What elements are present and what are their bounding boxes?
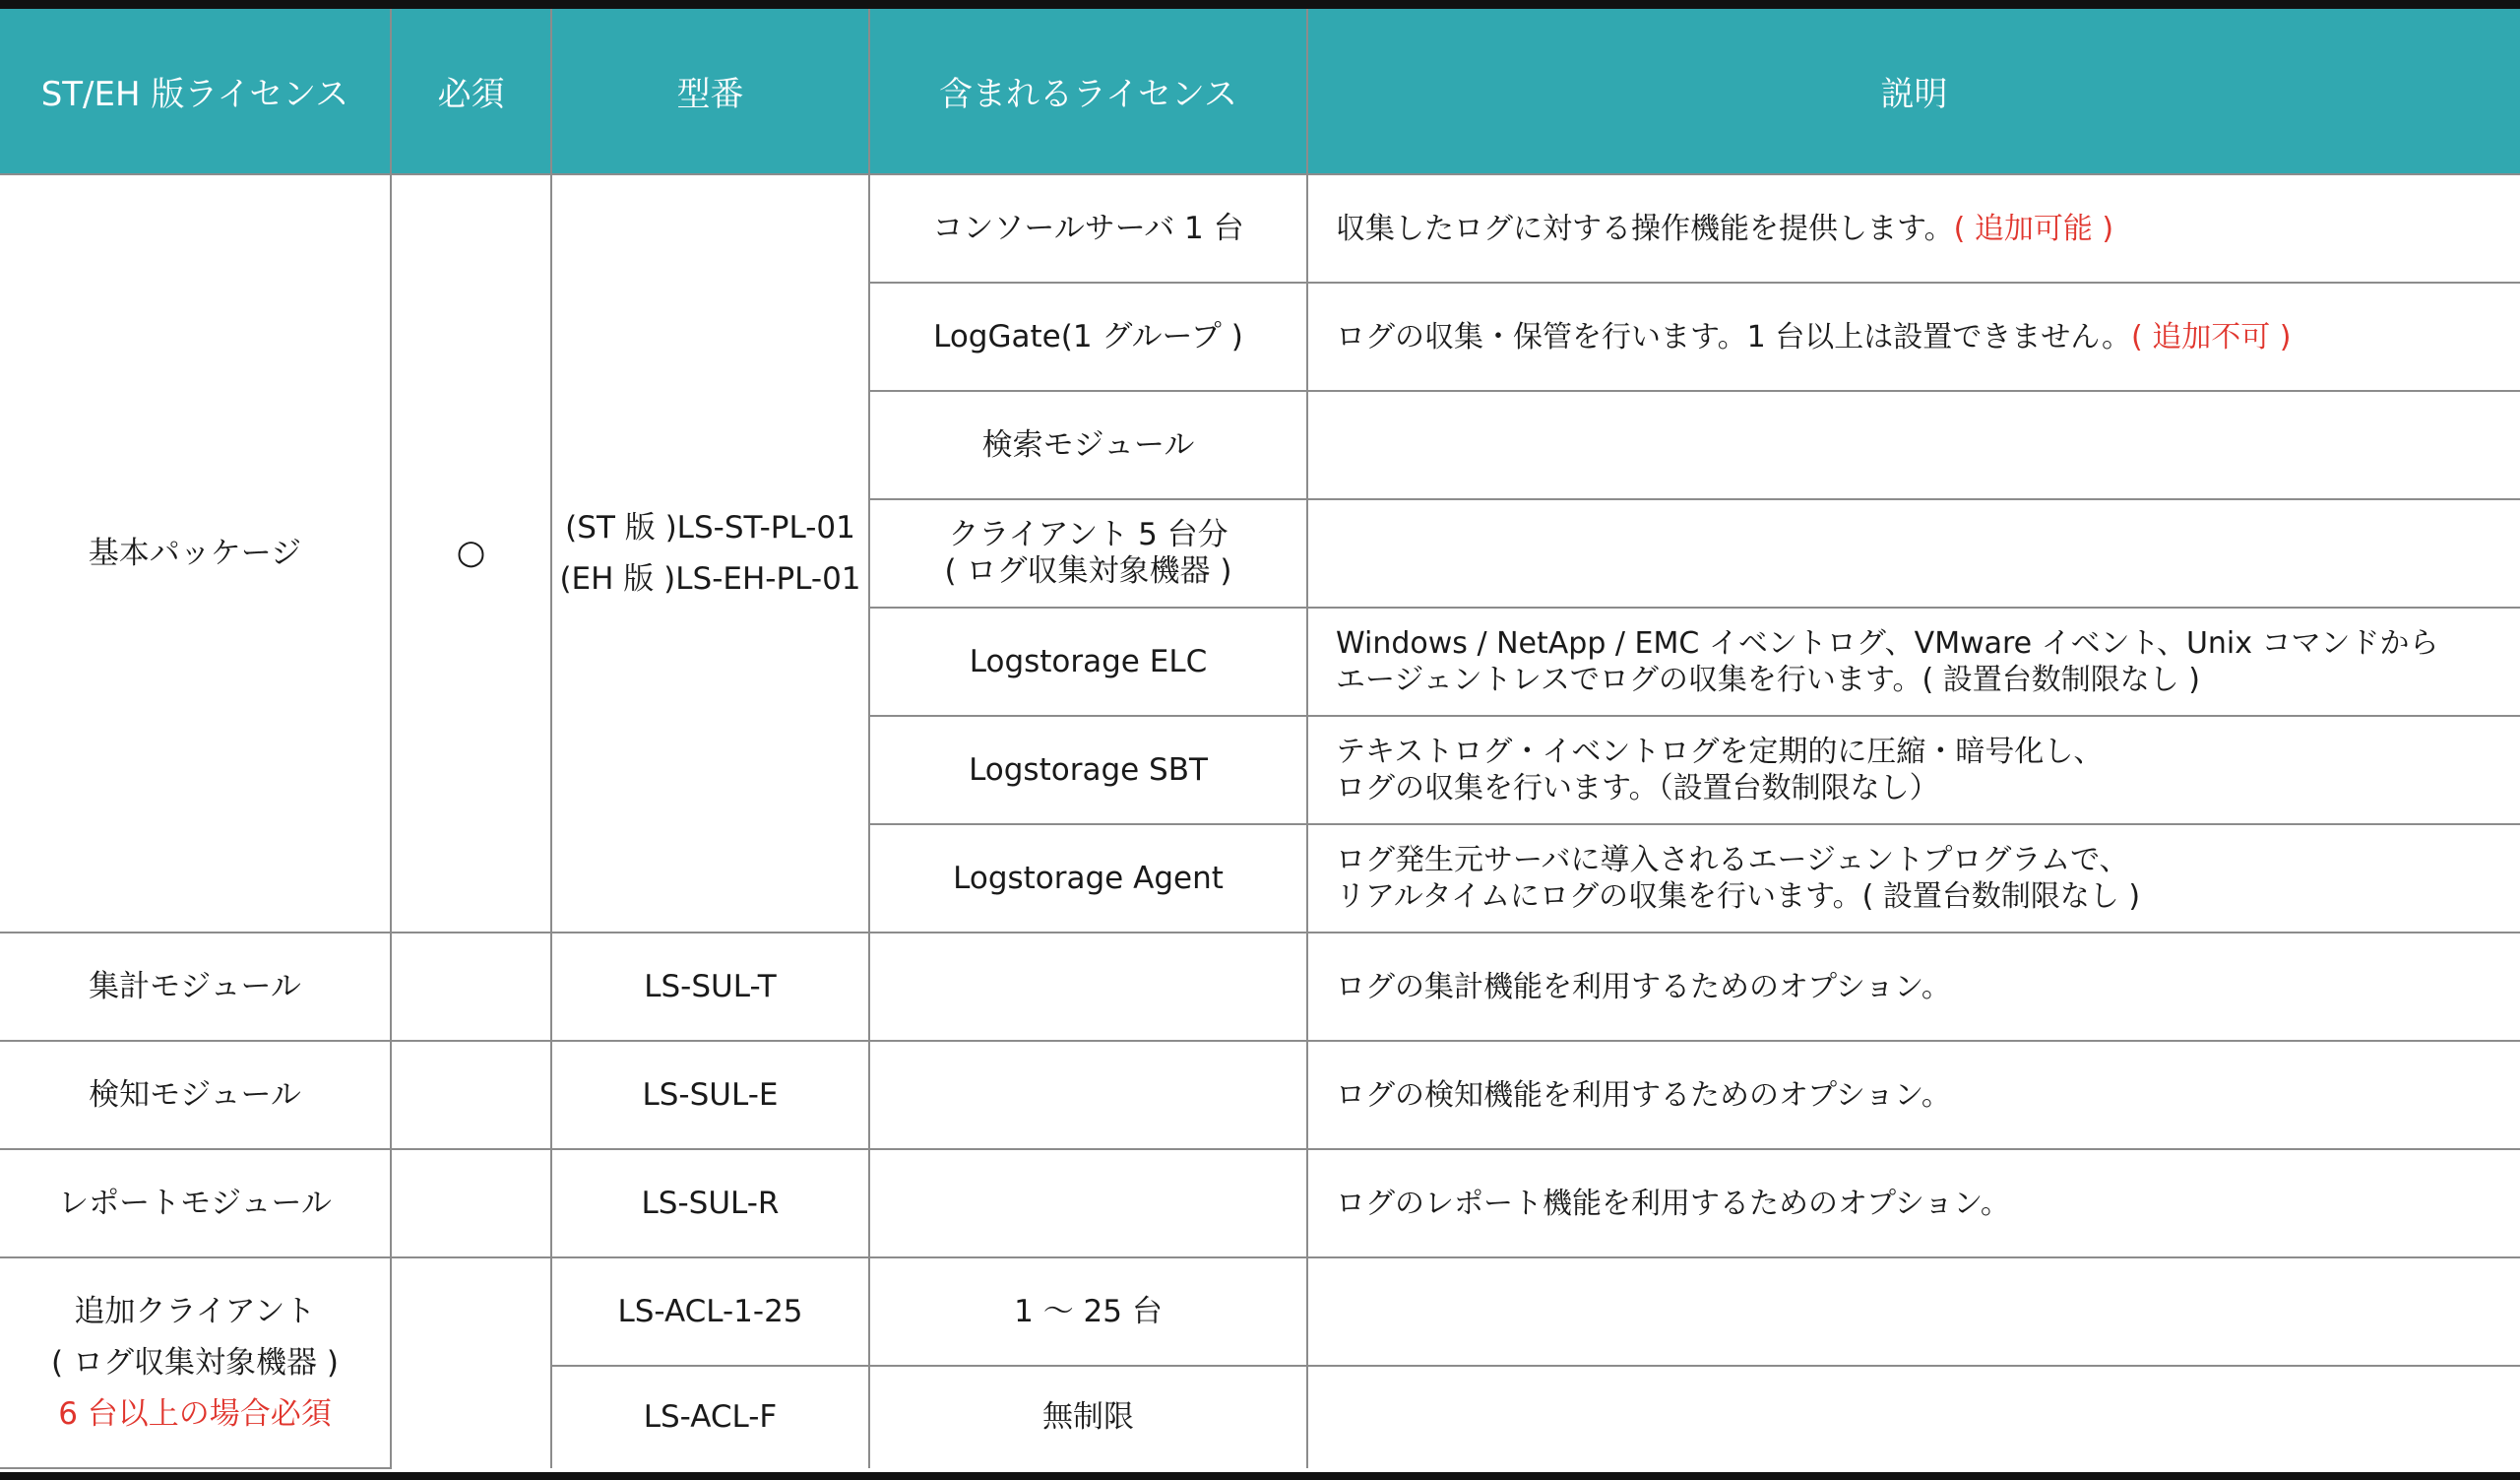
additional-name-line2: ( ログ収集対象機器 ) bbox=[51, 1345, 339, 1381]
description: ログの集計機能を利用するためのオプション。 bbox=[1307, 933, 2520, 1041]
header-included: 含まれるライセンス bbox=[869, 9, 1307, 174]
included-license: Logstorage Agent bbox=[869, 824, 1307, 933]
additional-required-note: 6 台以上の場合必須 bbox=[58, 1396, 332, 1432]
option-model: LS-SUL-T bbox=[551, 933, 869, 1041]
included-license bbox=[869, 933, 1307, 1041]
model-eh: (EH 版 )LS-EH-PL-01 bbox=[559, 561, 861, 597]
included-license bbox=[869, 1041, 1307, 1149]
description-line2: リアルタイムにログの収集を行います。( 設置台数制限なし ) bbox=[1336, 879, 2141, 914]
description-line1: テキストログ・イベントログを定期的に圧縮・暗号化し、 bbox=[1336, 735, 2104, 769]
included-license: コンソールサーバ 1 台 bbox=[869, 174, 1307, 283]
header-license: ST/EH 版ライセンス bbox=[0, 9, 391, 174]
included-license: 検索モジュール bbox=[869, 391, 1307, 499]
table-row bbox=[0, 1041, 2520, 1149]
description bbox=[1307, 283, 2520, 391]
included-license: Logstorage ELC bbox=[869, 608, 1307, 716]
description bbox=[1307, 499, 2520, 608]
description bbox=[1307, 1257, 2520, 1366]
description: ログの検知機能を利用するためのオプション。 bbox=[1307, 1041, 2520, 1149]
included-line2: ( ログ収集対象機器 ) bbox=[944, 553, 1232, 589]
option-name: レポートモジュール bbox=[0, 1149, 391, 1257]
included-license: LogGate(1 グループ ) bbox=[869, 283, 1307, 391]
description: ログのレポート機能を利用するためのオプション。 bbox=[1307, 1149, 2520, 1257]
note-addable: ( 追加可能 ) bbox=[1953, 211, 2114, 246]
header-description: 説明 bbox=[1307, 9, 2520, 174]
description-text: 収集したログに対する操作機能を提供します。 bbox=[1336, 211, 1954, 246]
included-license bbox=[869, 1149, 1307, 1257]
required-cell bbox=[391, 1257, 551, 1468]
description bbox=[1307, 824, 2520, 933]
option-model: LS-SUL-E bbox=[551, 1041, 869, 1149]
description-line1: ログ発生元サーバに導入されるエージェントプログラムで、 bbox=[1336, 843, 2129, 877]
required-cell bbox=[391, 174, 551, 933]
description bbox=[1307, 716, 2520, 824]
description-line1: Windows / NetApp / EMC イベントログ、VMware イベント、Unix コマンドから bbox=[1336, 626, 2439, 661]
included-license: 1 〜 25 台 bbox=[869, 1257, 1307, 1366]
required-cell bbox=[391, 1041, 551, 1149]
additional-model: LS-ACL-1-25 bbox=[551, 1257, 869, 1366]
table-row bbox=[0, 1257, 2520, 1366]
table-row bbox=[0, 933, 2520, 1041]
additional-client-name bbox=[0, 1257, 391, 1468]
description bbox=[1307, 1366, 2520, 1468]
required-mark: ○ bbox=[456, 533, 486, 572]
description-text: ログの収集・保管を行います。1 台以上は設置できません。 bbox=[1336, 319, 2132, 354]
included-line1: クライアント 5 台分 bbox=[948, 517, 1228, 552]
required-cell bbox=[391, 933, 551, 1041]
required-cell bbox=[391, 1149, 551, 1257]
header-model: 型番 bbox=[551, 9, 869, 174]
description-line2: エージェントレスでログの収集を行います。( 設置台数制限なし ) bbox=[1336, 663, 2200, 697]
additional-name-line1: 追加クライアント bbox=[74, 1294, 316, 1329]
basic-model-cell bbox=[551, 174, 869, 933]
included-license: 無制限 bbox=[869, 1366, 1307, 1468]
basic-package-name: 基本パッケージ bbox=[0, 174, 391, 933]
included-license bbox=[869, 499, 1307, 608]
option-name: 検知モジュール bbox=[0, 1041, 391, 1149]
header-row bbox=[0, 9, 2520, 174]
table-row bbox=[0, 1149, 2520, 1257]
note-not-addable: ( 追加不可 ) bbox=[2131, 319, 2292, 354]
license-table bbox=[0, 9, 2520, 1469]
description bbox=[1307, 391, 2520, 499]
option-name: 集計モジュール bbox=[0, 933, 391, 1041]
description bbox=[1307, 174, 2520, 283]
description bbox=[1307, 608, 2520, 716]
header-required: 必須 bbox=[391, 9, 551, 174]
model-st: (ST 版 )LS-ST-PL-01 bbox=[565, 510, 855, 546]
option-model: LS-SUL-R bbox=[551, 1149, 869, 1257]
additional-model: LS-ACL-F bbox=[551, 1366, 869, 1468]
included-license: Logstorage SBT bbox=[869, 716, 1307, 824]
table-row bbox=[0, 174, 2520, 283]
description-line2: ログの収集を行います。（設置台数制限なし） bbox=[1336, 771, 1939, 805]
